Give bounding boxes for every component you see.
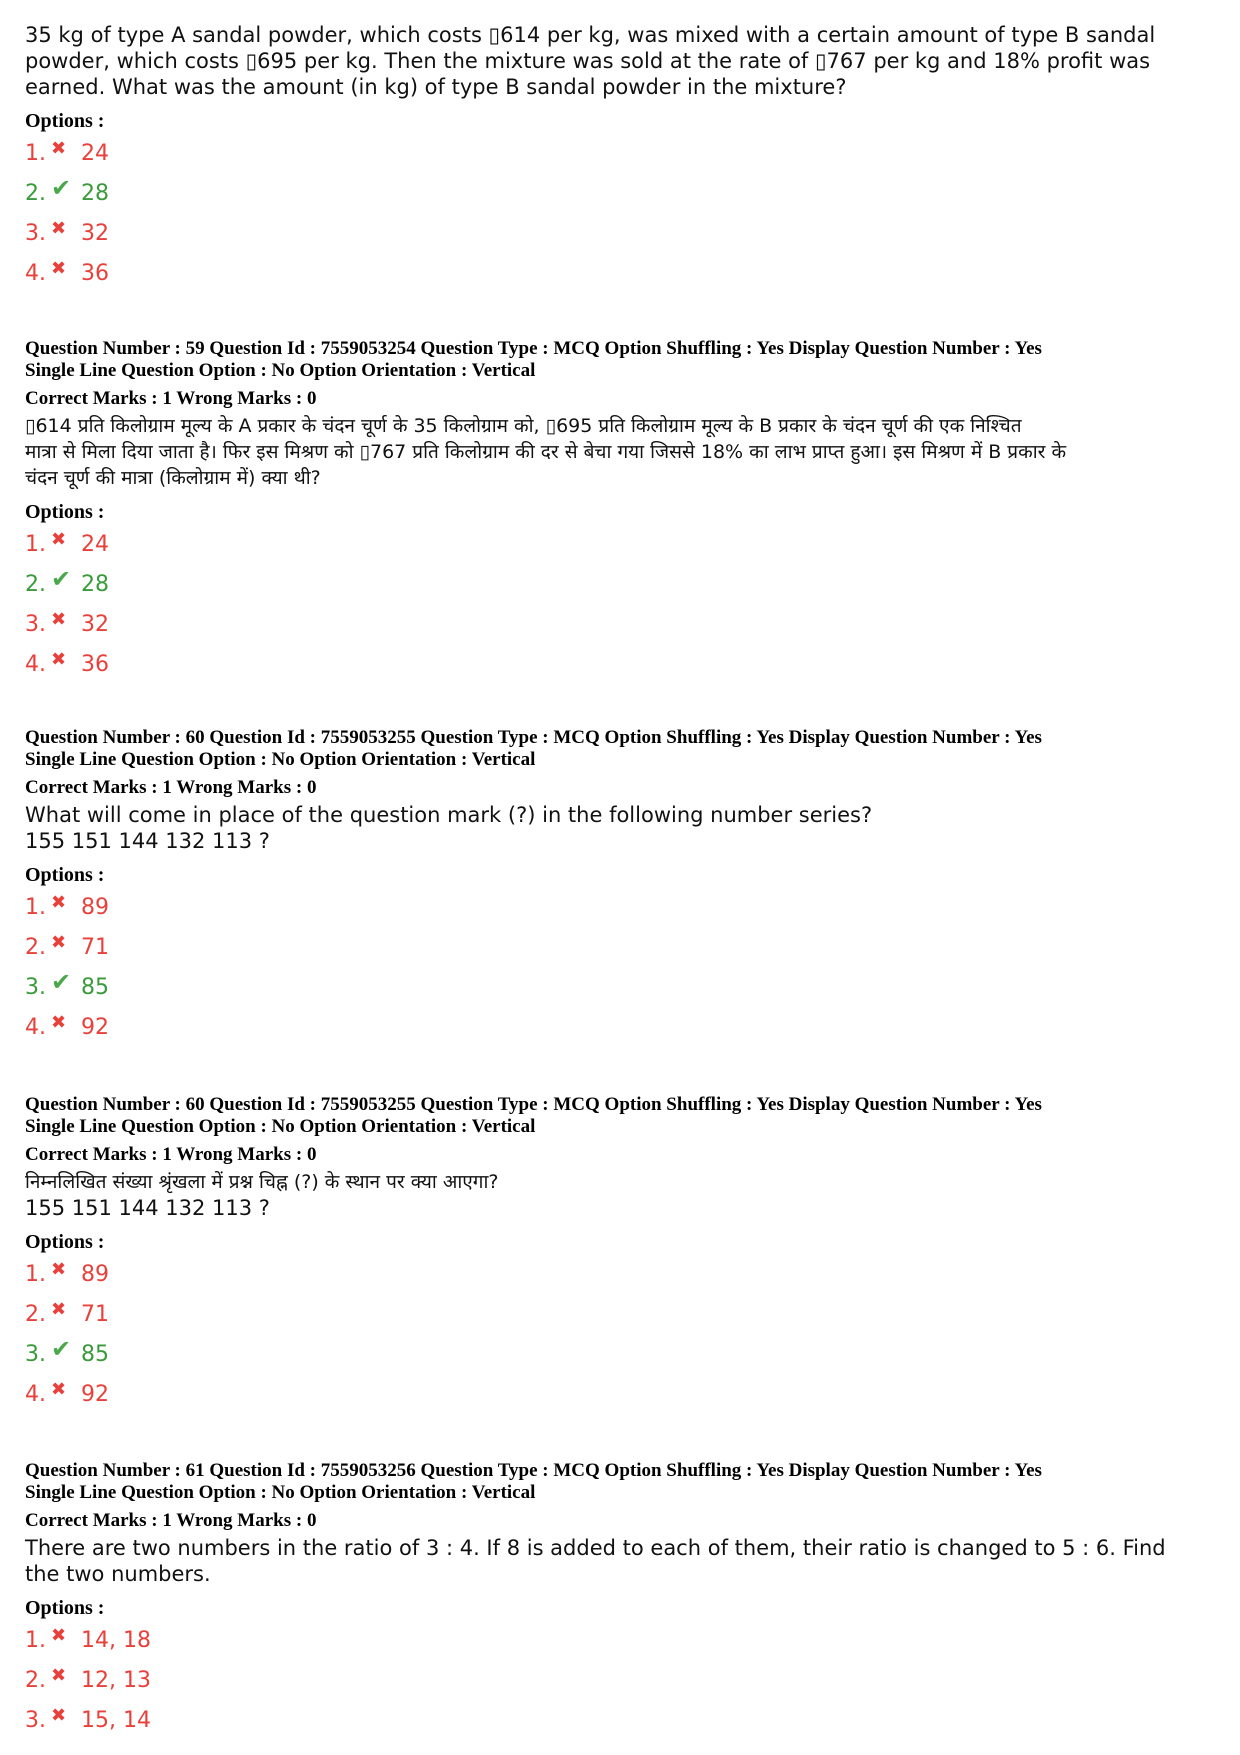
options-list	[25, 530, 1220, 690]
question-meta-line: Single Line Question Option : No Option Orientation : Vertical	[25, 749, 536, 770]
option-number: 1.	[25, 895, 46, 920]
question-text-line: चंदन चूर्ण की मात्रा (किलोग्राम में) क्या थी?	[25, 467, 321, 489]
option-value: 36	[81, 261, 109, 286]
option-number: 2.	[25, 181, 46, 206]
option-number: 3.	[25, 1708, 46, 1733]
correct-mark-icon: ✔	[51, 968, 72, 996]
question-meta	[25, 338, 1220, 382]
option-value: 36	[81, 652, 109, 677]
question-meta	[25, 1094, 1220, 1138]
option-item	[25, 968, 1220, 1013]
question-text-line: 35 kg of type A sandal powder, which costs ▯614 per kg, was mixed with a certain amount of type B sandal	[25, 23, 1156, 47]
question-text-line: What will come in place of the question mark (?) in the following number series?	[25, 803, 873, 827]
option-value: 85	[81, 975, 109, 1000]
option-value: 28	[81, 181, 109, 206]
option-value: 92	[81, 1015, 109, 1040]
options-list	[25, 893, 1220, 1053]
wrong-mark-icon: ✖	[51, 932, 67, 953]
question-text-line: ▯614 प्रति किलोग्राम मूल्य के A प्रकार के चंदन चूर्ण के 35 किलोग्राम को, ▯695 प्रति किलोग्राम मूल्य के B प्रकार के चंदन चूर्ण की एक निश्चित	[25, 415, 1022, 437]
question-text-line: the two numbers.	[25, 1562, 211, 1586]
question-meta-line: Question Number : 60 Question Id : 7559053255 Question Type : MCQ Option Shuffling : Yes Display Question Number : Yes	[25, 727, 1042, 748]
correct-mark-icon: ✔	[51, 565, 72, 593]
option-value: 92	[81, 1382, 109, 1407]
question-meta	[25, 1460, 1220, 1504]
wrong-mark-icon: ✖	[51, 1259, 67, 1280]
wrong-mark-icon: ✖	[51, 138, 67, 159]
options-list	[25, 139, 1220, 299]
wrong-mark-icon: ✖	[51, 1379, 67, 1400]
option-item	[25, 1380, 1220, 1420]
option-number: 3.	[25, 1342, 46, 1367]
question-text	[25, 1169, 1220, 1221]
option-number: 2.	[25, 1302, 46, 1327]
options-label: Options :	[25, 1597, 105, 1619]
option-item	[25, 259, 1220, 299]
question-block-60-hi	[25, 1094, 1220, 1420]
marks-info: Correct Marks : 1 Wrong Marks : 0	[25, 388, 317, 409]
options-list	[25, 1626, 1220, 1746]
option-value: 15, 14	[81, 1708, 151, 1733]
option-number: 3.	[25, 221, 46, 246]
option-number: 2.	[25, 935, 46, 960]
options-label: Options :	[25, 1231, 105, 1253]
question-text	[25, 1535, 1220, 1587]
option-number: 1.	[25, 141, 46, 166]
question-meta-line: Question Number : 60 Question Id : 7559053255 Question Type : MCQ Option Shuffling : Yes Display Question Number : Yes	[25, 1094, 1042, 1115]
wrong-mark-icon: ✖	[51, 1705, 67, 1726]
option-item	[25, 610, 1220, 650]
option-item	[25, 530, 1220, 570]
options-label: Options :	[25, 864, 105, 886]
wrong-mark-icon: ✖	[51, 609, 67, 630]
options-label: Options :	[25, 501, 105, 523]
option-item	[25, 1626, 1220, 1666]
question-meta-line: Single Line Question Option : No Option Orientation : Vertical	[25, 360, 536, 381]
wrong-mark-icon: ✖	[51, 1012, 67, 1033]
question-meta-line: Single Line Question Option : No Option Orientation : Vertical	[25, 1482, 536, 1503]
option-value: 71	[81, 935, 109, 960]
question-text-line: earned. What was the amount (in kg) of type B sandal powder in the mixture?	[25, 75, 847, 99]
question-text-line: निम्नलिखित संख्या श्रृंखला में प्रश्न चिह्न (?) के स्थान पर क्या आएगा?	[25, 1171, 499, 1193]
option-value: 28	[81, 572, 109, 597]
question-text-line: 155 151 144 132 113 ?	[25, 829, 270, 853]
option-number: 1.	[25, 532, 46, 557]
question-meta	[25, 727, 1220, 771]
option-value: 89	[81, 1262, 109, 1287]
question-text-line: 155 151 144 132 113 ?	[25, 1196, 270, 1220]
question-text	[25, 22, 1220, 100]
option-number: 3.	[25, 975, 46, 1000]
options-list	[25, 1260, 1220, 1420]
option-value: 12, 13	[81, 1668, 151, 1693]
question-text	[25, 802, 1220, 854]
question-meta-line: Single Line Question Option : No Option Orientation : Vertical	[25, 1116, 536, 1137]
option-item	[25, 565, 1220, 610]
question-text-line: There are two numbers in the ratio of 3 : 4. If 8 is added to each of them, their ratio is changed to 5 : 6. Find	[25, 1536, 1166, 1560]
option-value: 89	[81, 895, 109, 920]
question-block-61	[25, 1460, 1220, 1746]
wrong-mark-icon: ✖	[51, 892, 67, 913]
option-item	[25, 1706, 1220, 1746]
option-value: 85	[81, 1342, 109, 1367]
wrong-mark-icon: ✖	[51, 218, 67, 239]
wrong-mark-icon: ✖	[51, 1625, 67, 1646]
question-block-58	[25, 22, 1220, 299]
option-item	[25, 933, 1220, 973]
option-value: 24	[81, 141, 109, 166]
option-item	[25, 893, 1220, 933]
option-item	[25, 1335, 1220, 1380]
option-value: 24	[81, 532, 109, 557]
option-value: 32	[81, 612, 109, 637]
option-item	[25, 139, 1220, 179]
wrong-mark-icon: ✖	[51, 1665, 67, 1686]
option-item	[25, 650, 1220, 690]
option-value: 14, 18	[81, 1628, 151, 1653]
question-meta-line: Question Number : 61 Question Id : 7559053256 Question Type : MCQ Option Shuffling : Yes Display Question Number : Yes	[25, 1460, 1042, 1481]
option-number: 4.	[25, 261, 46, 286]
option-number: 4.	[25, 652, 46, 677]
option-number: 2.	[25, 1668, 46, 1693]
options-label: Options :	[25, 110, 105, 132]
option-item	[25, 1666, 1220, 1706]
question-block-60-en	[25, 727, 1220, 1053]
marks-info: Correct Marks : 1 Wrong Marks : 0	[25, 1144, 317, 1165]
option-number: 4.	[25, 1382, 46, 1407]
marks-info: Correct Marks : 1 Wrong Marks : 0	[25, 1510, 317, 1531]
wrong-mark-icon: ✖	[51, 1299, 67, 1320]
question-text-line: मात्रा से मिला दिया जाता है। फिर इस मिश्रण को ▯767 प्रति किलोग्राम की दर से बेचा गया जिससे 18% का लाभ प्राप्त हुआ। इस मिश्रण में B प्रकार के	[25, 441, 1067, 463]
option-number: 3.	[25, 612, 46, 637]
option-item	[25, 1300, 1220, 1340]
question-text-line: powder, which costs ▯695 per kg. Then the mixture was sold at the rate of ▯767 per kg and 18% profit was	[25, 49, 1151, 73]
option-number: 4.	[25, 1015, 46, 1040]
option-number: 1.	[25, 1262, 46, 1287]
question-block-59	[25, 338, 1220, 690]
wrong-mark-icon: ✖	[51, 529, 67, 550]
question-text	[25, 413, 1220, 491]
option-item	[25, 174, 1220, 219]
marks-info: Correct Marks : 1 Wrong Marks : 0	[25, 777, 317, 798]
wrong-mark-icon: ✖	[51, 258, 67, 279]
option-number: 2.	[25, 572, 46, 597]
option-number: 1.	[25, 1628, 46, 1653]
option-item	[25, 1260, 1220, 1300]
option-item	[25, 219, 1220, 259]
correct-mark-icon: ✔	[51, 174, 72, 202]
correct-mark-icon: ✔	[51, 1335, 72, 1363]
wrong-mark-icon: ✖	[51, 649, 67, 670]
option-item	[25, 1013, 1220, 1053]
option-value: 71	[81, 1302, 109, 1327]
question-meta-line: Question Number : 59 Question Id : 7559053254 Question Type : MCQ Option Shuffling : Yes Display Question Number : Yes	[25, 338, 1042, 359]
option-value: 32	[81, 221, 109, 246]
